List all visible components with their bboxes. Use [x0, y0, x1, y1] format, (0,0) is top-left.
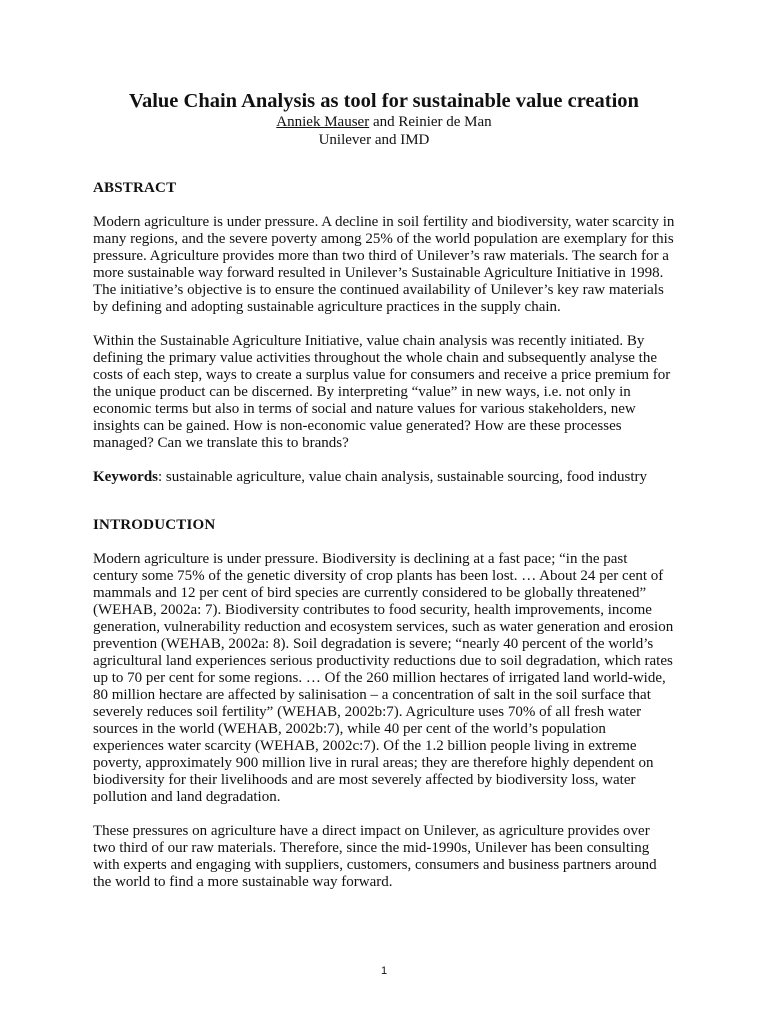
abstract-heading: ABSTRACT — [93, 180, 177, 196]
introduction-paragraph-2: These pressures on agriculture have a direct impact on Unilever, as agriculture provides over two third of our raw materials. Therefore, since the mid-1990s, Unilever has been consulting with experts and engaging with suppliers, customers, consumers and business partners around the world to find a more sustainable way forward. — [93, 823, 657, 890]
introduction-heading: INTRODUCTION — [93, 517, 216, 533]
paper-header — [0, 89, 768, 149]
introduction-paragraph-1: Modern agriculture is under pressure. Biodiversity is declining at a fast pace; “in the past century some 75% of the genetic diversity of crop plants has been lost. … About 24 per cent of mammals and 12 per cent of bird species are currently considered to be globally threatened” (WEHAB, 2002a: 7). Biodiversity contributes to food security, health improvements, income generation, vulnerability reduction and ecosystem services, such as water generation and erosion prevention (WEHAB, 2002a: 8). Soil degradation is severe; “nearly 40 percent of the world’s agricultural land experiences serious productivity reductions due to soil degradation, which rates up to 70 per cent for some regions. … Of the 260 million hectares of irrigated land world-wide, 80 million hectare are affected by salinisation – a concentration of salt in the soil surface that severely reduces soil fertility” (WEHAB, 2002b:7). Agriculture uses 70% of all fresh water sources in the world (WEHAB, 2002b:7), while 40 per cent of the world’s population experiences water scarcity (WEHAB, 2002c:7). Of the 1.2 billion people living in extreme poverty, approximately 900 million live in rural areas; they are therefore highly dependent on biodiversity for their livelihoods and are most severely affected by biodiversity loss, water pollution and land degradation. — [93, 551, 674, 805]
author-second: Reinier de Man — [398, 114, 492, 130]
author-first: Anniek Mauser — [276, 114, 370, 130]
paper-body — [93, 178, 675, 891]
keywords-label: Keywords — [93, 469, 158, 485]
abstract-paragraph-1: Modern agriculture is under pressure. A decline in soil fertility and biodiversity, water scarcity in many regions, and the severe poverty among 25% of the world population are exemplary for this pressure. Agriculture provides more than two third of Unilever’s raw materials. The search for a more sustainable way forward resulted in Unilever’s Sustainable Agriculture Initiative in 1998. The initiative’s objective is to ensure the continued availability of Unilever’s key raw materials by defining and adopting sustainable agriculture practices in the supply chain. — [93, 214, 675, 315]
page-number: 1 — [380, 965, 388, 977]
author-joiner: and — [369, 114, 399, 130]
affiliation: Unilever and IMD — [318, 132, 430, 148]
abstract-paragraph-2: Within the Sustainable Agriculture Initiative, value chain analysis was recently initiated. By defining the primary value activities throughout the whole chain and subsequently analyse the costs of each step, ways to create a surplus value for consumers and receive a price premium for the unique product can be discerned. By interpreting “value” in new ways, i.e. not only in economic terms but also in terms of social and nature values for various stakeholders, new insights can be gained. How is non-economic value generated? How are these processes managed? Can we translate this to brands? — [93, 333, 671, 451]
keywords-text: : sustainable agriculture, value chain analysis, sustainable sourcing, food industry — [158, 469, 648, 485]
keywords-line — [93, 469, 675, 486]
paper-title: Value Chain Analysis as tool for sustainable value creation — [129, 90, 639, 112]
author-line — [0, 113, 768, 131]
